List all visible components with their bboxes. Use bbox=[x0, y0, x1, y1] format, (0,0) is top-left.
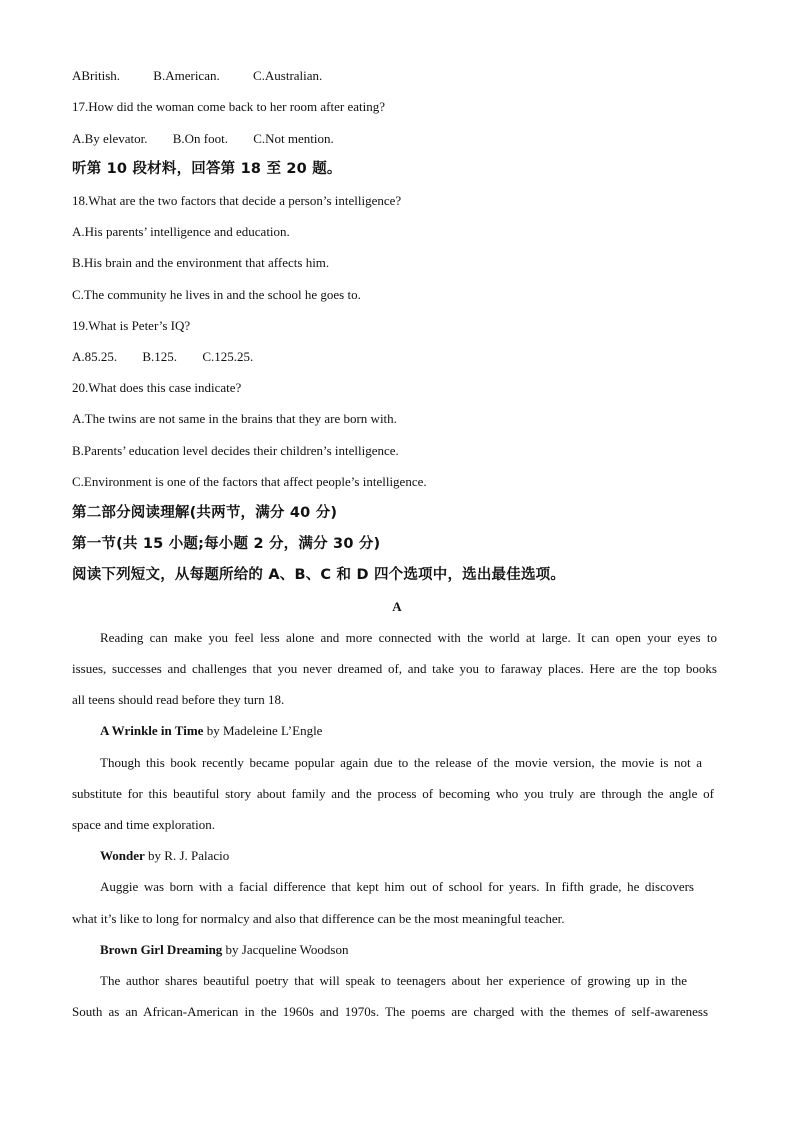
q17-option-c: C.Not mention. bbox=[253, 131, 334, 146]
q18-option-a: A.His parents’ intelligence and education. bbox=[72, 224, 290, 239]
q18-option-b: B.His brain and the environment that affects him. bbox=[72, 255, 330, 270]
book-3-line-2: South as an African-American in the 1960s and 1970s. The poems are charged with the themes of self-awareness bbox=[72, 1004, 708, 1019]
q19-question: 19.What is Peter’s IQ? bbox=[72, 318, 191, 333]
passage-label: A bbox=[392, 599, 402, 614]
q19-option-b: B.125. bbox=[142, 349, 178, 364]
q19-option-a: A.85.25. bbox=[72, 349, 118, 364]
part2-heading: 第二部分阅读理解(共两节，满分 40 分) bbox=[72, 505, 338, 521]
section10-heading: 听第 10 段材料，回答第 18 至 20 题。 bbox=[72, 161, 342, 177]
q16-options bbox=[72, 67, 718, 85]
intro-line-1: Reading can make you feel less alone and more connected with the world at large. It can open your eyes to bbox=[100, 630, 717, 645]
book-3-heading bbox=[100, 941, 718, 959]
q17-question: 17.How did the woman come back to her room after eating? bbox=[72, 99, 385, 114]
book-2-heading bbox=[100, 847, 718, 865]
q20-option-b: B.Parents’ education level decides their children’s intelligence. bbox=[72, 443, 399, 458]
book-1-title: A Wrinkle in Time bbox=[100, 723, 204, 738]
section1-heading: 第一节(共 15 小题;每小题 2 分，满分 30 分) bbox=[72, 536, 381, 552]
book-1-line-2: substitute for this beautiful story about family and the process of becoming who you truly are through the angle of bbox=[72, 786, 714, 801]
book-3-line-1: The author shares beautiful poetry that will speak to teenagers about her experience of growing up in the bbox=[100, 973, 687, 988]
book-1-author: by Madeleine L’Engle bbox=[203, 723, 323, 738]
q16-option-a: ABritish. bbox=[72, 68, 121, 83]
book-2-author: by R. J. Palacio bbox=[144, 848, 230, 863]
q20-option-c: C.Environment is one of the factors that affect people’s intelligence. bbox=[72, 474, 427, 489]
q19-options bbox=[72, 348, 718, 366]
q17-options bbox=[72, 130, 718, 148]
q20-option-a: A.The twins are not same in the brains that they are born with. bbox=[72, 411, 397, 426]
q16-option-b: B.American. bbox=[153, 68, 220, 83]
q17-option-b: B.On foot. bbox=[172, 131, 228, 146]
q20-question: 20.What does this case indicate? bbox=[72, 380, 242, 395]
book-2-line-2: what it’s like to long for normalcy and also that difference can be the most meaningful teacher. bbox=[72, 911, 565, 926]
book-3-title: Brown Girl Dreaming bbox=[100, 942, 223, 957]
book-2-title: Wonder bbox=[100, 848, 145, 863]
q16-option-c: C.Australian. bbox=[252, 68, 323, 83]
intro-line-2: issues, successes and challenges that you never dreamed of, and take you to faraway places. Here are the top books bbox=[72, 661, 717, 676]
q19-option-c: C.125.25. bbox=[202, 349, 254, 364]
q17-option-a: A.By elevator. bbox=[72, 131, 148, 146]
book-2-line-1: Auggie was born with a facial difference that kept him out of school for years. In fifth grade, he discovers bbox=[100, 879, 694, 894]
book-1-line-1: Though this book recently became popular again due to the release of the movie version, the movie is not a bbox=[100, 755, 702, 770]
q18-question: 18.What are the two factors that decide a person’s intelligence? bbox=[72, 193, 402, 208]
q18-option-c: C.The community he lives in and the school he goes to. bbox=[72, 287, 361, 302]
book-1-line-3: space and time exploration. bbox=[72, 817, 215, 832]
intro-line-3: all teens should read before they turn 18. bbox=[72, 692, 285, 707]
book-1-heading bbox=[100, 722, 718, 740]
instructions: 阅读下列短文，从每题所给的 A、B、C 和 D 四个选项中，选出最佳选项。 bbox=[72, 567, 566, 583]
book-3-author: by Jacqueline Woodson bbox=[222, 942, 349, 957]
